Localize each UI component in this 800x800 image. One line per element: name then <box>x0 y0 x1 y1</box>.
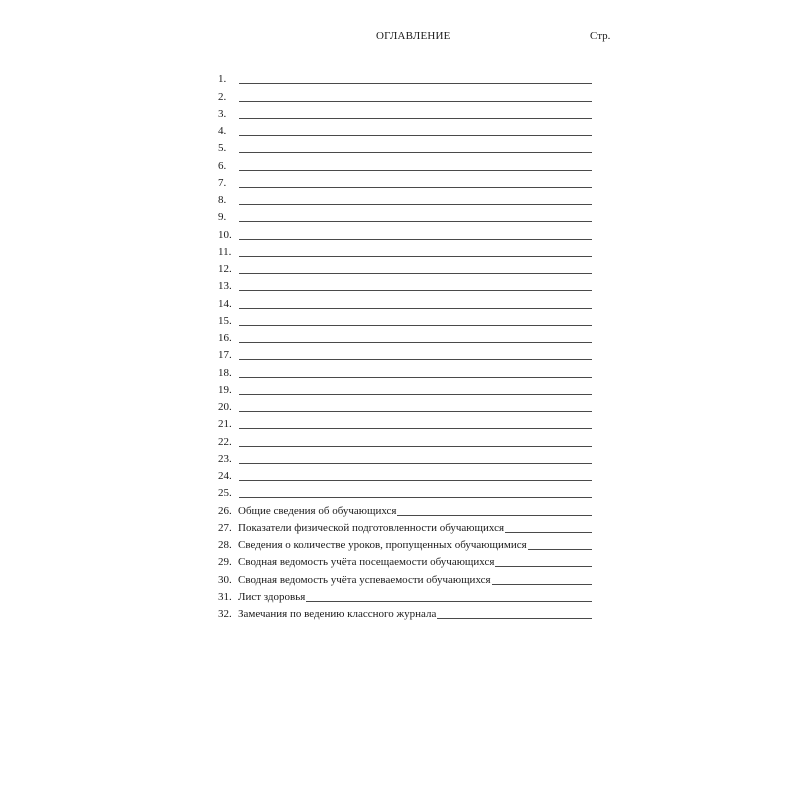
toc-label <box>236 465 239 467</box>
toc-fill-line[interactable] <box>239 187 592 188</box>
toc-row <box>218 398 592 415</box>
toc-row <box>218 570 592 587</box>
toc-row <box>218 260 592 277</box>
toc-number: 19. <box>218 383 232 396</box>
toc-fill-line[interactable] <box>239 497 592 498</box>
toc-fill-line[interactable] <box>239 101 592 102</box>
toc-row <box>218 484 592 501</box>
toc-number: 20. <box>218 401 232 413</box>
toc-number: 7. <box>218 176 227 189</box>
toc-number: 30. <box>218 573 232 586</box>
toc-number: 25. <box>218 487 232 500</box>
toc-number: 6. <box>218 159 227 172</box>
toc-row <box>218 467 592 484</box>
toc-label: Сводная ведомость учёта посещаемости обучающихся <box>238 556 495 569</box>
toc-number: 23. <box>218 452 232 465</box>
toc-row <box>218 243 592 260</box>
toc-number: 3. <box>218 107 227 120</box>
toc-number: 10. <box>218 228 232 241</box>
toc-fill-line[interactable] <box>528 549 592 550</box>
toc-label <box>236 361 239 363</box>
toc-number: 16. <box>218 332 232 344</box>
toc-label: Показатели физической подготовленности обучающихся <box>238 521 505 534</box>
toc-fill-line[interactable] <box>239 394 592 395</box>
toc-label <box>236 379 239 381</box>
toc-row <box>218 588 592 605</box>
toc-number: 24. <box>218 470 232 482</box>
toc-fill-line[interactable] <box>239 359 592 360</box>
toc-row <box>218 432 592 449</box>
toc-label: Лист здоровья <box>238 590 306 603</box>
toc-fill-line[interactable] <box>239 411 592 412</box>
toc-label <box>236 396 239 398</box>
toc-row <box>218 329 592 346</box>
toc-number: 8. <box>218 194 227 206</box>
toc-row <box>218 87 592 104</box>
toc-label <box>236 154 239 156</box>
toc-row <box>218 605 592 622</box>
toc-fill-line[interactable] <box>239 221 592 222</box>
toc-row <box>218 536 592 553</box>
page-title: ОГЛАВЛЕНИЕ <box>376 30 451 42</box>
toc-number: 1. <box>218 73 227 86</box>
toc-fill-line[interactable] <box>239 428 592 429</box>
toc-number: 29. <box>218 556 232 569</box>
toc-fill-line[interactable] <box>239 463 592 464</box>
toc-row <box>218 501 592 518</box>
toc-number: 31. <box>218 590 232 603</box>
toc-row <box>218 122 592 139</box>
toc-label <box>236 241 239 243</box>
toc-row <box>218 105 592 122</box>
toc-label <box>236 103 239 105</box>
toc-row <box>218 225 592 242</box>
toc-label: Сведения о количестве уроков, пропущенных обучающимися <box>238 539 527 551</box>
toc-fill-line[interactable] <box>239 239 592 240</box>
toc-fill-line[interactable] <box>239 83 592 84</box>
toc-number: 14. <box>218 297 232 310</box>
toc-number: 28. <box>218 539 232 551</box>
toc-row <box>218 450 592 467</box>
toc-label <box>236 292 239 294</box>
toc-fill-line[interactable] <box>239 480 592 481</box>
toc-label: Замечания по ведению классного журнала <box>238 608 437 620</box>
toc-row <box>218 174 592 191</box>
toc-fill-line[interactable] <box>505 532 592 533</box>
toc-row <box>218 70 592 87</box>
toc-label <box>236 85 239 87</box>
toc-number: 22. <box>218 435 232 448</box>
toc-fill-line[interactable] <box>239 308 592 309</box>
toc-row <box>218 553 592 570</box>
toc-row <box>218 415 592 432</box>
toc-fill-line[interactable] <box>437 618 592 619</box>
toc-fill-line[interactable] <box>239 135 592 136</box>
toc-label <box>236 120 239 122</box>
toc-fill-line[interactable] <box>239 342 592 343</box>
toc-number: 9. <box>218 211 227 224</box>
toc-number: 4. <box>218 125 227 137</box>
toc-number: 17. <box>218 349 232 362</box>
toc-number: 15. <box>218 314 232 327</box>
toc-label <box>236 223 239 225</box>
toc-number: 12. <box>218 263 232 275</box>
page-column-header: Стр. <box>590 30 611 42</box>
toc-row <box>218 346 592 363</box>
toc-number: 5. <box>218 142 227 155</box>
toc-label: Общие сведения об обучающихся <box>238 504 397 517</box>
toc-fill-line[interactable] <box>239 118 592 119</box>
toc-row <box>218 381 592 398</box>
toc-label <box>236 344 239 346</box>
toc-fill-line[interactable] <box>239 273 592 274</box>
toc-fill-line[interactable] <box>239 377 592 378</box>
toc-number: 21. <box>218 418 232 431</box>
toc-fill-line[interactable] <box>239 256 592 257</box>
toc-number: 32. <box>218 608 232 620</box>
toc-label <box>236 310 239 312</box>
toc-number: 18. <box>218 366 232 379</box>
toc-label <box>236 482 239 484</box>
toc-label <box>236 137 239 139</box>
toc-row <box>218 191 592 208</box>
toc-label <box>236 448 239 450</box>
toc-row <box>218 156 592 173</box>
toc-label <box>236 172 239 174</box>
toc-row <box>218 519 592 536</box>
toc-number: 11. <box>218 245 232 258</box>
toc-label <box>236 258 239 260</box>
toc-fill-line[interactable] <box>239 290 592 291</box>
toc-label <box>236 430 239 432</box>
toc-row <box>218 277 592 294</box>
toc-fill-line[interactable] <box>495 566 592 567</box>
toc-label <box>236 206 239 208</box>
toc-number: 26. <box>218 504 232 517</box>
toc-fill-line[interactable] <box>492 584 592 585</box>
table-of-contents <box>218 70 592 622</box>
toc-row <box>218 363 592 380</box>
toc-row <box>218 294 592 311</box>
toc-fill-line[interactable] <box>397 515 592 516</box>
toc-label <box>236 275 239 277</box>
toc-number: 2. <box>218 90 227 103</box>
toc-fill-line[interactable] <box>239 446 592 447</box>
toc-row <box>218 312 592 329</box>
toc-row <box>218 139 592 156</box>
toc-number: 13. <box>218 280 232 293</box>
toc-fill-line[interactable] <box>239 170 592 171</box>
toc-fill-line[interactable] <box>239 204 592 205</box>
toc-label <box>236 499 239 501</box>
toc-label: Сводная ведомость учёта успеваемости обучающихся <box>238 573 491 586</box>
toc-fill-line[interactable] <box>306 601 592 602</box>
toc-row <box>218 208 592 225</box>
toc-label <box>236 189 239 191</box>
toc-label <box>236 413 239 415</box>
toc-label <box>236 327 239 329</box>
toc-fill-line[interactable] <box>239 152 592 153</box>
toc-fill-line[interactable] <box>239 325 592 326</box>
toc-number: 27. <box>218 521 232 534</box>
